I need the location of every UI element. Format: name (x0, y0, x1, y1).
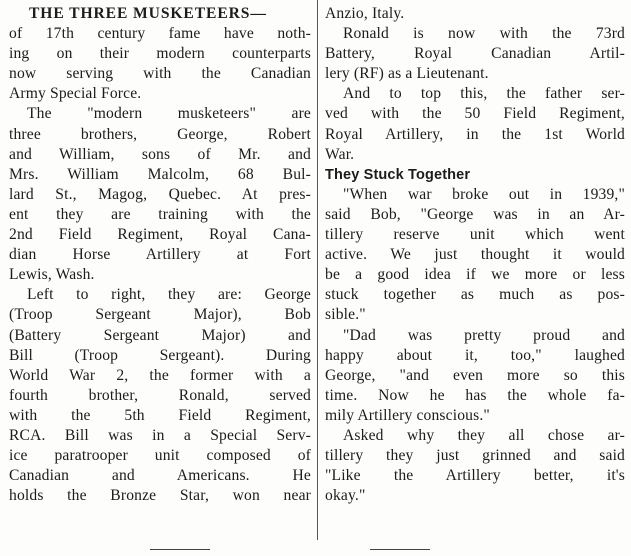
text-line: World War 2, the former with a (9, 366, 311, 384)
text-line: active. We just thought it would (325, 246, 625, 264)
subheading: They Stuck Together (325, 166, 471, 183)
text-line: Mrs. William Malcolm, 68 Bul- (9, 165, 311, 183)
text-line: George, "and even more so this (325, 366, 625, 384)
text-line: War. (325, 145, 355, 163)
text-line: dian Horse Artillery at Fort (9, 246, 311, 264)
text-line: "Dad was pretty proud and (343, 326, 625, 344)
text-line: of 17th century fame have noth- (9, 25, 311, 43)
headline: THE THREE MUSKETEERS— (29, 5, 267, 22)
text-line: Ronald is now with the 73rd (343, 25, 625, 43)
bottom-rule-right (370, 549, 430, 550)
text-line: ved with the 50 Field Regiment, (325, 105, 625, 123)
text-line: time. Now he has the whole fa- (325, 386, 625, 404)
text-line: Royal Artillery, in the 1st World (325, 125, 625, 143)
text-line: with the 5th Field Regiment, (9, 406, 311, 424)
text-line: Anzio, Italy. (325, 5, 405, 22)
text-line: fourth brother, Ronald, served (9, 386, 311, 404)
text-line: ent they are training with the (9, 205, 311, 223)
text-line: ing on their modern counterparts (9, 45, 311, 63)
text-line: "When war broke out in 1939," (343, 185, 625, 203)
text-line: Battery, Royal Canadian Artil- (325, 45, 625, 63)
text-line: lard St., Magog, Quebec. At pres- (9, 185, 311, 203)
text-line: Bill (Troop Sergeant). During (9, 346, 311, 364)
text-line: Army Special Force. (9, 85, 142, 103)
text-line: Canadian and Americans. He (9, 467, 311, 485)
left-column (9, 4, 311, 506)
text-line: RCA. Bill was in a Special Serv- (9, 426, 311, 444)
text-line: happy about it, too," laughed (325, 346, 625, 364)
text-line: now serving with the Canadian (9, 65, 311, 83)
text-line: Asked why they all chose ar- (343, 426, 625, 444)
text-line: (Troop Sergeant Major), Bob (9, 306, 311, 324)
text-line: Left to right, they are: George (27, 286, 311, 304)
text-line: And to top this, the father ser- (343, 85, 625, 103)
text-line: be a good idea if we more or less (325, 266, 625, 284)
text-line: lery (RF) as a Lieutenant. (325, 65, 489, 83)
text-line: tillery they just grinned and said (325, 447, 625, 465)
text-line: tillery reserve unit which went (325, 226, 625, 244)
text-line: ice paratrooper unit composed of (9, 447, 311, 465)
text-line: "Like the Artillery better, it's (325, 467, 625, 485)
text-line: holds the Bronze Star, won near (9, 487, 311, 505)
text-line: okay." (325, 487, 366, 505)
text-line: 2nd Field Regiment, Royal Cana- (9, 226, 311, 244)
text-line: (Battery Sergeant Major) and (9, 326, 311, 344)
text-line: sible." (325, 306, 366, 324)
text-line: The "modern musketeers" are (27, 105, 311, 123)
text-line: three brothers, George, Robert (9, 125, 311, 143)
text-line: Lewis, Wash. (9, 266, 95, 284)
text-line: said Bob, "George was in an Ar- (325, 205, 625, 223)
bottom-rule-left (150, 549, 210, 550)
text-line: mily Artillery conscious." (325, 406, 490, 424)
text-line: and William, sons of Mr. and (9, 145, 311, 163)
text-line: stuck together as much as pos- (325, 286, 625, 304)
column-divider (317, 0, 318, 540)
right-column (325, 4, 625, 506)
